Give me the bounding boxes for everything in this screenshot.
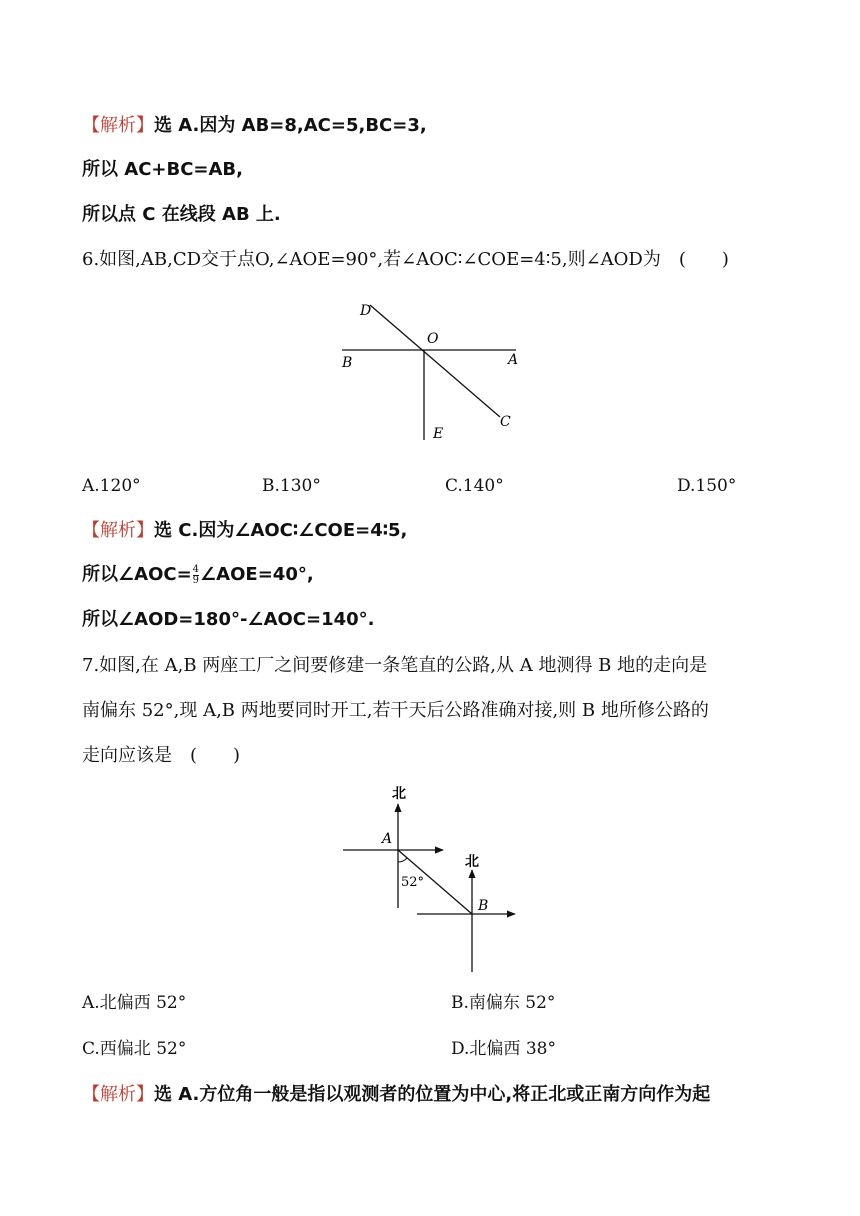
q6-option-c: C.140°: [445, 476, 504, 496]
label-b: B: [478, 898, 489, 914]
label-o: O: [427, 331, 439, 347]
solution-text: 选 A.方位角一般是指以观测者的位置为中心,将正北或正南方向作为起: [154, 1084, 711, 1105]
label-a: A: [508, 352, 519, 368]
q7-option-b: B.南偏东 52°: [451, 993, 556, 1013]
q6-option-d: D.150°: [677, 476, 737, 496]
question-7-stem-line-3: 走向应该是 ( ): [82, 745, 241, 766]
question-6-stem: 6.如图,AB,CD交于点O,∠AOE=90°,若∠AOC∶∠COE=4∶5,则∠AOD为 ( ): [82, 249, 729, 270]
fraction-denominator: 9: [192, 574, 200, 586]
north-label-b: 北: [465, 854, 479, 870]
q6-option-b: B.130°: [262, 476, 321, 496]
analysis-tag: 【解析】: [82, 115, 154, 136]
question-7-figure: [335, 780, 535, 975]
label-b: B: [342, 355, 353, 371]
solution-5-line-3: 所以点 C 在线段 AB 上.: [82, 204, 281, 225]
label-d: D: [360, 303, 372, 319]
solution-6-line-3: 所以∠AOD=180°-∠AOC=140°.: [82, 609, 375, 630]
solution-text: 选 A.因为 AB=8,AC=5,BC=3,: [154, 115, 427, 136]
solution-6-line-1: [82, 519, 407, 543]
line-cd: [370, 305, 500, 417]
solution-text: ∠AOE=40°,: [200, 564, 314, 585]
analysis-tag: 【解析】: [82, 520, 154, 541]
q7-option-c: C.西偏北 52°: [82, 1039, 187, 1059]
solution-5-line-2: 所以 AC+BC=AB,: [82, 159, 243, 180]
solution-5-line-1: [82, 114, 427, 138]
q7-option-a: A.北偏西 52°: [82, 993, 187, 1013]
solution-text: 选 C.因为∠AOC∶∠COE=4∶5,: [154, 520, 408, 541]
analysis-tag: 【解析】: [82, 1084, 154, 1105]
q7-option-d: D.北偏西 38°: [451, 1039, 556, 1059]
question-7-stem-line-1: 7.如图,在 A,B 两座工厂之间要修建一条笔直的公路,从 A 地测得 B 地的走向是: [82, 655, 708, 676]
label-c: C: [500, 414, 511, 430]
solution-6-line-2: [82, 563, 314, 587]
fraction-numerator: 4: [192, 563, 200, 575]
angle-arc: [398, 858, 407, 862]
label-e: E: [433, 426, 444, 442]
solution-text: 所以∠AOC=: [82, 564, 192, 585]
label-a: A: [382, 831, 393, 847]
question-6-figure: [330, 295, 530, 445]
q6-option-a: A.120°: [82, 476, 141, 496]
north-label-a: 北: [392, 786, 406, 802]
fraction-four-ninths: [193, 565, 199, 586]
question-7-stem-line-2: 南偏东 52°,现 A,B 两地要同时开工,若干天后公路准确对接,则 B 地所修公路的: [82, 700, 709, 721]
solution-7-line-1: [82, 1083, 710, 1107]
angle-label: 52°: [401, 875, 425, 890]
